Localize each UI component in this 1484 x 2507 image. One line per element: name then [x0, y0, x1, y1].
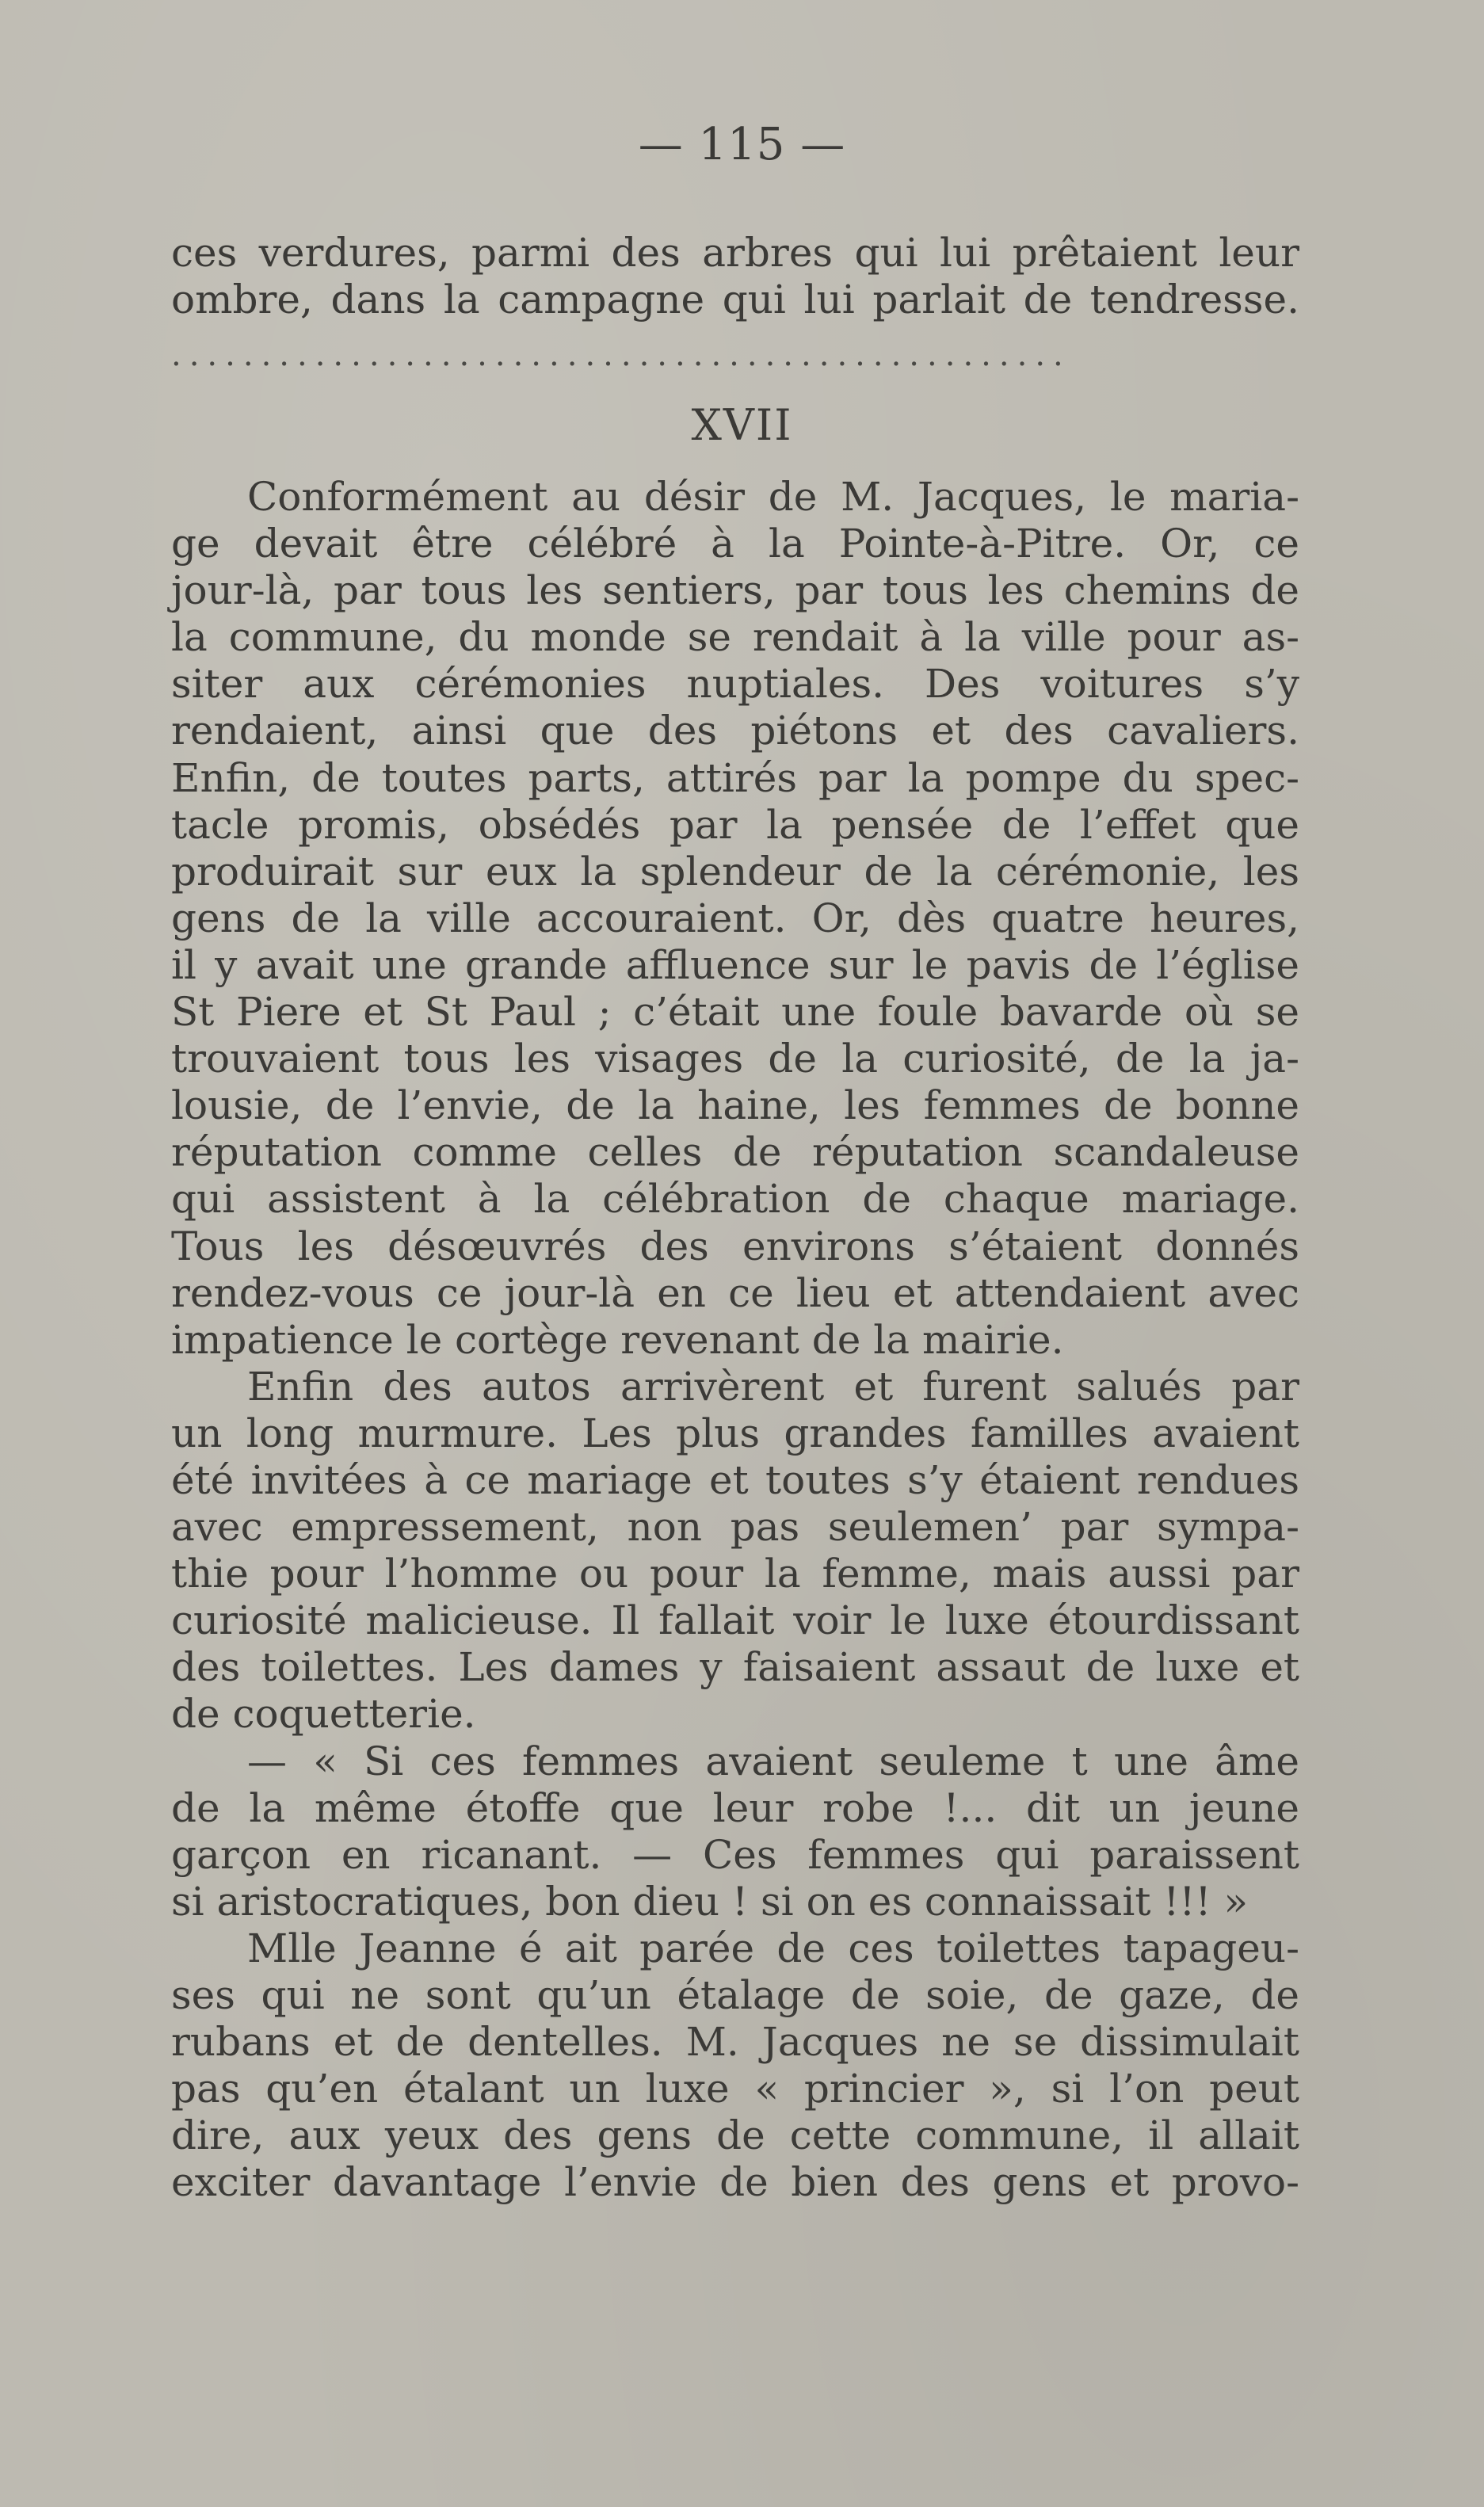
- text-line: rendaient, ainsi que des piétons et des cavaliers.: [171, 708, 1299, 754]
- text-line: des toilettes. Les dames y faisaient assaut de luxe et: [171, 1644, 1299, 1691]
- chapter-title: XVII: [691, 400, 793, 450]
- text-line: ses qui ne sont qu’un étalage de soie, de gaze, de: [171, 1972, 1299, 2018]
- text-line: réputation comme celles de réputation scandaleuse: [171, 1129, 1299, 1176]
- text-line: St Piere et St Paul ; c’était une foule bavarde où se: [171, 989, 1299, 1036]
- text-line: thie pour l’homme ou pour la femme, mais aussi par: [171, 1551, 1299, 1597]
- text-line: Mlle Jeanne é ait parée de ces toilettes tapageu-: [247, 1925, 1299, 1971]
- text-line: curiosité malicieuse. Il fallait voir le luxe étourdissant: [171, 1597, 1299, 1644]
- text-line: ces verdures, parmi des arbres qui lui prêtaient leur: [171, 230, 1299, 276]
- section-separator: ..................................................: [171, 337, 1071, 368]
- text-line: gens de la ville accouraient. Or, dès quatre heures,: [171, 895, 1299, 941]
- text-line: lousie, de l’envie, de la haine, les femmes de bonne: [171, 1082, 1299, 1129]
- text-line: exciter davantage l’envie de bien des gens et provo-: [171, 2159, 1299, 2206]
- text-line: Enfin, de toutes parts, attirés par la pompe du spec-: [171, 754, 1299, 801]
- text-line: Tous les désœuvrés des environs s’étaient donnés: [171, 1223, 1299, 1269]
- text-line: trouvaient tous les visages de la curiosité, de la ja-: [171, 1036, 1299, 1082]
- text-line: impatience le cortège revenant de la mairie.: [171, 1316, 1064, 1363]
- text-line: — « Si ces femmes avaient seuleme t une âme: [247, 1738, 1299, 1784]
- text-line: qui assistent à la célébration de chaque mariage.: [171, 1176, 1299, 1223]
- text-line: été invitées à ce mariage et toutes s’y étaient rendues: [171, 1456, 1299, 1503]
- text-line: tacle promis, obsédés par la pensée de l’effet que: [171, 801, 1299, 848]
- text-line: Conformément au désir de M. Jacques, le maria-: [247, 474, 1299, 520]
- text-line: siter aux cérémonies nuptiales. Des voitures s’y: [171, 661, 1299, 708]
- text-line: rubans et de dentelles. M. Jacques ne se dissimulait: [171, 2019, 1299, 2066]
- text-line: il y avait une grande affluence sur le pavis de l’église: [171, 941, 1299, 988]
- text-line: avec empressement, non pas seulemen’ par sympa-: [171, 1504, 1299, 1551]
- text-line: rendez-vous ce jour-là en ce lieu et attendaient avec: [171, 1269, 1299, 1316]
- text-line: un long murmure. Les plus grandes familles avaient: [171, 1410, 1299, 1456]
- text-line: garçon en ricanant. — Ces femmes qui paraissent: [171, 1831, 1299, 1878]
- text-line: dire, aux yeux des gens de cette commune, il allait: [171, 2112, 1299, 2159]
- text-line: de coquetterie.: [171, 1691, 476, 1738]
- text-line: de la même étoffe que leur robe !... dit un jeune: [171, 1784, 1299, 1831]
- page-number: — 115 —: [638, 119, 846, 170]
- text-line: ombre, dans la campagne qui lui parlait de tendresse.: [171, 277, 1299, 323]
- text-line: pas qu’en étalant un luxe « princier », si l’on peut: [171, 2066, 1299, 2112]
- previous-chapter-ending: [171, 230, 1299, 323]
- text-line: ge devait être célébré à la Pointe-à-Pitre. Or, ce: [171, 521, 1299, 567]
- chapter-body: [171, 474, 1299, 2206]
- text-line: la commune, du monde se rendait à la ville pour as-: [171, 614, 1299, 661]
- text-line: Enfin des autos arrivèrent et furent salués par: [247, 1363, 1299, 1410]
- text-line: jour-là, par tous les sentiers, par tous les chemins de: [171, 567, 1299, 614]
- text-line: si aristocratiques, bon dieu ! si on es connaissait !!! »: [171, 1878, 1249, 1925]
- text-line: produirait sur eux la splendeur de la cérémonie, les: [171, 848, 1299, 895]
